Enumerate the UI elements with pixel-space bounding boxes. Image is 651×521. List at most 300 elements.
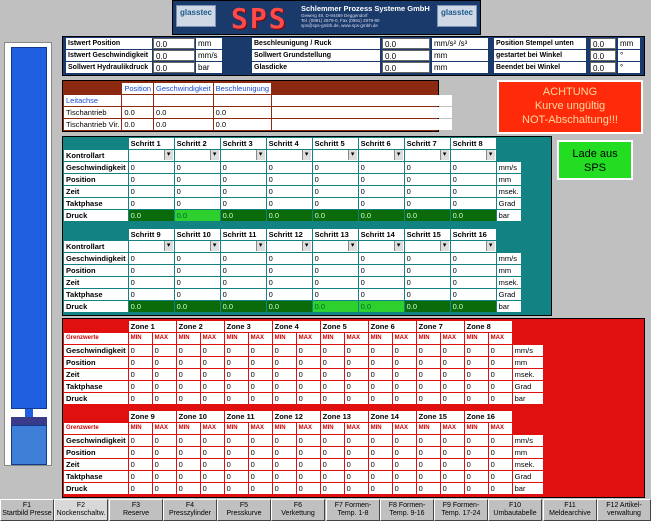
control-type-select[interactable]: [313, 241, 358, 252]
limit-value-input[interactable]: 0: [201, 459, 224, 470]
limit-value-input[interactable]: 0: [129, 357, 152, 368]
limit-value-input[interactable]: 0: [441, 357, 464, 368]
limit-value-input[interactable]: 0: [153, 369, 176, 380]
limit-value-input[interactable]: 0: [441, 435, 464, 446]
info-value[interactable]: 0.0: [153, 50, 195, 61]
step-value-input[interactable]: 0: [129, 174, 174, 185]
limit-value-input[interactable]: 0: [345, 447, 368, 458]
load-from-sps-button[interactable]: [557, 140, 633, 180]
limit-value-input[interactable]: 0: [273, 393, 296, 404]
limit-value-input[interactable]: 0: [489, 393, 512, 404]
limit-value-input[interactable]: 0: [417, 381, 440, 392]
step-value-input[interactable]: 0: [405, 289, 450, 300]
fkey-7-button[interactable]: [326, 499, 380, 521]
step-value-input[interactable]: 0: [359, 253, 404, 264]
limit-value-input[interactable]: 0: [273, 471, 296, 482]
limit-value-input[interactable]: 0: [225, 483, 248, 494]
step-value-input[interactable]: 0: [129, 265, 174, 276]
limit-value-input[interactable]: 0: [273, 447, 296, 458]
unit-label: bar: [497, 210, 521, 221]
limit-value-input[interactable]: 0: [465, 471, 488, 482]
step-value-input[interactable]: 0: [451, 277, 496, 288]
unit-label: msek.: [513, 459, 543, 470]
limit-value-input[interactable]: 0: [249, 483, 272, 494]
limit-value-input[interactable]: 0: [249, 471, 272, 482]
step-value-input[interactable]: 0: [221, 289, 266, 300]
step-value-input[interactable]: 0: [451, 198, 496, 209]
limit-value-input[interactable]: 0: [417, 447, 440, 458]
zone-header: Zone 8: [465, 321, 512, 332]
step-value-input[interactable]: 0: [221, 198, 266, 209]
limit-value-input[interactable]: 0: [153, 447, 176, 458]
limit-value-input[interactable]: 0: [201, 435, 224, 446]
limit-value-input[interactable]: 0: [129, 345, 152, 356]
step-value-input[interactable]: 0: [451, 265, 496, 276]
control-type-select[interactable]: [175, 241, 220, 252]
step-value-input[interactable]: 0: [267, 162, 312, 173]
step-value-input[interactable]: 0: [451, 174, 496, 185]
limit-value-input[interactable]: 0: [201, 345, 224, 356]
limit-value-input[interactable]: 0: [225, 435, 248, 446]
zones-corner: [64, 321, 128, 332]
limit-value-input[interactable]: 0: [129, 381, 152, 392]
limit-value-input[interactable]: 0: [345, 369, 368, 380]
limit-value-input[interactable]: 0: [321, 483, 344, 494]
limit-value-input[interactable]: 0: [393, 381, 416, 392]
limit-value-input[interactable]: 0: [321, 447, 344, 458]
limit-value-input[interactable]: 0: [249, 369, 272, 380]
limit-value-input[interactable]: 0: [465, 483, 488, 494]
limit-value-input[interactable]: 0: [249, 435, 272, 446]
limit-value-input[interactable]: 0: [489, 471, 512, 482]
zone-header: Zone 10: [177, 411, 224, 422]
step-value-input[interactable]: 0: [175, 198, 220, 209]
steps-table-2: [63, 228, 522, 313]
limit-value-input[interactable]: 0: [489, 369, 512, 380]
limit-value-input[interactable]: 0: [201, 369, 224, 380]
limit-value-input[interactable]: 0: [417, 393, 440, 404]
limit-value-input[interactable]: 0: [297, 381, 320, 392]
limit-value-input[interactable]: 0: [345, 459, 368, 470]
limit-value-input[interactable]: 0: [177, 435, 200, 446]
limit-value-input[interactable]: 0: [345, 393, 368, 404]
fkey-1-button[interactable]: [0, 499, 54, 521]
pressure-input[interactable]: 0.0: [221, 210, 266, 221]
pressure-input[interactable]: 0.0: [129, 210, 174, 221]
limit-value-input[interactable]: 0: [177, 447, 200, 458]
fkey-key: F9 Formen-: [442, 502, 480, 509]
limit-value-input[interactable]: 0: [249, 345, 272, 356]
limit-value-input[interactable]: 0: [273, 459, 296, 470]
pressure-input[interactable]: 0.0: [175, 210, 220, 221]
limit-value-input[interactable]: 0: [201, 483, 224, 494]
zone-header: Zone 12: [273, 411, 320, 422]
step-value-input[interactable]: 0: [267, 198, 312, 209]
limit-value-input[interactable]: 0: [465, 345, 488, 356]
info-value[interactable]: 0.0: [382, 62, 430, 73]
limit-value-input[interactable]: 0: [369, 483, 392, 494]
limit-value-input[interactable]: 0: [393, 435, 416, 446]
step-value-input[interactable]: 0: [175, 265, 220, 276]
limit-value-input[interactable]: 0: [297, 483, 320, 494]
limit-value-input[interactable]: 0: [417, 471, 440, 482]
limit-value-input[interactable]: 0: [369, 369, 392, 380]
pressure-input[interactable]: 0.0: [405, 301, 450, 312]
step-row-label: Position: [64, 265, 128, 276]
limit-value-input[interactable]: 0: [345, 471, 368, 482]
limit-value-input[interactable]: 0: [369, 381, 392, 392]
step-value-input[interactable]: 0: [359, 289, 404, 300]
limit-value-input[interactable]: 0: [489, 459, 512, 470]
limit-value-input[interactable]: 0: [345, 435, 368, 446]
limit-value-input[interactable]: 0: [369, 393, 392, 404]
limit-value-input[interactable]: 0: [129, 459, 152, 470]
limit-value-input[interactable]: 0: [129, 483, 152, 494]
limit-value-input[interactable]: 0: [273, 345, 296, 356]
info-value[interactable]: 0.0: [590, 50, 616, 61]
limit-value-input[interactable]: 0: [393, 447, 416, 458]
step-value-input[interactable]: 0: [313, 253, 358, 264]
control-type-select[interactable]: [451, 150, 496, 161]
step-header: Schritt 16: [451, 229, 496, 240]
fkey-9-button[interactable]: [434, 499, 488, 521]
control-type-select[interactable]: [221, 150, 266, 161]
control-type-select[interactable]: [405, 241, 450, 252]
control-type-select[interactable]: [359, 150, 404, 161]
limit-value-input[interactable]: 0: [201, 381, 224, 392]
step-value-input[interactable]: 0: [451, 186, 496, 197]
limit-value-input[interactable]: 0: [249, 381, 272, 392]
limit-value-input[interactable]: 0: [345, 483, 368, 494]
step-value-input[interactable]: 0: [267, 265, 312, 276]
info-value[interactable]: 0.0: [590, 38, 616, 49]
step-value-input[interactable]: 0: [405, 174, 450, 185]
pressure-input[interactable]: 0.0: [359, 301, 404, 312]
limit-value-input[interactable]: 0: [201, 447, 224, 458]
control-type-select[interactable]: [267, 241, 312, 252]
limit-value-input[interactable]: 0: [441, 459, 464, 470]
step-value-input[interactable]: 0: [405, 186, 450, 197]
step-value-input[interactable]: 0: [129, 198, 174, 209]
step-header: Schritt 1: [129, 138, 174, 149]
info-value[interactable]: 0.0: [382, 38, 430, 49]
limit-value-input[interactable]: 0: [249, 459, 272, 470]
limit-value-input[interactable]: 0: [321, 381, 344, 392]
limit-value-input[interactable]: 0: [393, 471, 416, 482]
fkey-6-button[interactable]: [271, 499, 325, 521]
pressure-input[interactable]: 0.0: [175, 301, 220, 312]
limit-value-input[interactable]: 0: [393, 345, 416, 356]
info-label: gestartet bei Winkel: [494, 50, 586, 61]
limit-value-input[interactable]: 0: [273, 435, 296, 446]
limit-value-input[interactable]: 0: [321, 435, 344, 446]
limit-value-input[interactable]: 0: [417, 435, 440, 446]
info-value[interactable]: 0.0: [590, 62, 616, 73]
limit-value-input[interactable]: 0: [129, 447, 152, 458]
pressure-input[interactable]: 0.0: [313, 301, 358, 312]
step-value-input[interactable]: 0: [175, 162, 220, 173]
limit-value-input[interactable]: 0: [153, 483, 176, 494]
step-value-input[interactable]: 0: [405, 198, 450, 209]
step-value-input[interactable]: 0: [221, 265, 266, 276]
step-value-input[interactable]: 0: [359, 198, 404, 209]
limit-value-input[interactable]: 0: [225, 459, 248, 470]
limit-value-input[interactable]: 0: [225, 447, 248, 458]
step-value-input[interactable]: 0: [405, 265, 450, 276]
limit-value-input[interactable]: 0: [321, 471, 344, 482]
pressure-input[interactable]: 0.0: [267, 210, 312, 221]
limit-value-input[interactable]: 0: [177, 381, 200, 392]
fkey-key: F4: [185, 502, 195, 509]
limit-value-input[interactable]: 0: [321, 459, 344, 470]
limit-value-input[interactable]: 0: [297, 447, 320, 458]
limit-value-input[interactable]: 0: [129, 471, 152, 482]
limit-value-input[interactable]: 0: [177, 459, 200, 470]
pressure-input[interactable]: 0.0: [313, 210, 358, 221]
control-type-select[interactable]: [405, 150, 450, 161]
limit-value-input[interactable]: 0: [489, 447, 512, 458]
limit-value-input[interactable]: 0: [201, 471, 224, 482]
step-value-input[interactable]: 0: [359, 265, 404, 276]
limit-value-input[interactable]: 0: [441, 369, 464, 380]
limit-value-input[interactable]: 0: [201, 393, 224, 404]
fkey-3-button[interactable]: [109, 499, 163, 521]
limit-value-input[interactable]: 0: [489, 357, 512, 368]
control-type-select[interactable]: [129, 150, 174, 161]
limit-value-input[interactable]: 0: [225, 471, 248, 482]
step-value-input[interactable]: 0: [221, 162, 266, 173]
limit-value-input[interactable]: 0: [441, 471, 464, 482]
limit-value-input[interactable]: 0: [345, 381, 368, 392]
limit-value-input[interactable]: 0: [153, 459, 176, 470]
limit-value-input[interactable]: 0: [393, 369, 416, 380]
step-value-input[interactable]: 0: [451, 289, 496, 300]
limit-value-input[interactable]: 0: [417, 357, 440, 368]
step-header: Schritt 15: [405, 229, 450, 240]
limit-value-input[interactable]: 0: [417, 369, 440, 380]
fkey-label: Umbautabelle: [493, 510, 537, 517]
limit-value-input[interactable]: 0: [441, 447, 464, 458]
pressure-input[interactable]: 0.0: [451, 301, 496, 312]
limit-value-input[interactable]: 0: [297, 459, 320, 470]
step-value-input[interactable]: 0: [451, 253, 496, 264]
pressure-input[interactable]: 0.0: [129, 301, 174, 312]
info-value[interactable]: 0.0: [382, 50, 430, 61]
pressure-input[interactable]: 0.0: [405, 210, 450, 221]
limit-value-input[interactable]: 0: [393, 357, 416, 368]
limit-value-input[interactable]: 0: [249, 357, 272, 368]
limit-value-input[interactable]: 0: [417, 459, 440, 470]
limit-value-input[interactable]: 0: [153, 471, 176, 482]
limit-value-input[interactable]: 0: [153, 393, 176, 404]
limit-value-input[interactable]: 0: [369, 357, 392, 368]
limit-value-input[interactable]: 0: [153, 357, 176, 368]
limit-value-input[interactable]: 0: [417, 345, 440, 356]
fkey-2-button[interactable]: [54, 499, 108, 521]
info-value[interactable]: 0.0: [153, 62, 195, 73]
limit-value-input[interactable]: 0: [321, 357, 344, 368]
step-value-input[interactable]: 0: [267, 289, 312, 300]
limit-value-input[interactable]: 0: [321, 369, 344, 380]
limit-value-input[interactable]: 0: [441, 393, 464, 404]
step-value-input[interactable]: 0: [313, 289, 358, 300]
step-value-input[interactable]: 0: [313, 277, 358, 288]
limit-value-input[interactable]: 0: [345, 345, 368, 356]
limit-value-input[interactable]: 0: [177, 393, 200, 404]
limit-value-input[interactable]: 0: [273, 381, 296, 392]
max-label: MAX: [153, 423, 176, 434]
step-value-input[interactable]: 0: [405, 253, 450, 264]
fkey-4-button[interactable]: [163, 499, 217, 521]
limit-value-input[interactable]: 0: [273, 483, 296, 494]
step-value-input[interactable]: 0: [221, 277, 266, 288]
limit-value-input[interactable]: 0: [249, 447, 272, 458]
limit-value-input[interactable]: 0: [297, 393, 320, 404]
control-type-select[interactable]: [313, 150, 358, 161]
control-type-select[interactable]: [359, 241, 404, 252]
limit-value-input[interactable]: 0: [153, 435, 176, 446]
step-value-input[interactable]: 0: [359, 174, 404, 185]
step-value-input[interactable]: 0: [267, 174, 312, 185]
pressure-input[interactable]: 0.0: [359, 210, 404, 221]
step-value-input[interactable]: 0: [313, 174, 358, 185]
limit-value-input[interactable]: 0: [177, 369, 200, 380]
limit-value-input[interactable]: 0: [441, 345, 464, 356]
limit-value-input[interactable]: 0: [489, 345, 512, 356]
limit-value-input[interactable]: 0: [489, 483, 512, 494]
step-value-input[interactable]: 0: [267, 186, 312, 197]
fkey-10-button[interactable]: [488, 499, 542, 521]
limit-value-input[interactable]: 0: [297, 435, 320, 446]
limit-value-input[interactable]: 0: [297, 345, 320, 356]
step-value-input[interactable]: 0: [129, 253, 174, 264]
step-value-input[interactable]: 0: [129, 277, 174, 288]
limit-value-input[interactable]: 0: [177, 345, 200, 356]
step-value-input[interactable]: 0: [129, 186, 174, 197]
step-value-input[interactable]: 0: [313, 162, 358, 173]
limit-value-input[interactable]: 0: [465, 357, 488, 368]
limit-value-input[interactable]: 0: [393, 483, 416, 494]
limit-value-input[interactable]: 0: [177, 483, 200, 494]
step-value-input[interactable]: 0: [267, 277, 312, 288]
step-value-input[interactable]: 0: [451, 162, 496, 173]
limit-value-input[interactable]: 0: [489, 381, 512, 392]
step-value-input[interactable]: 0: [359, 186, 404, 197]
limit-value-input[interactable]: 0: [201, 357, 224, 368]
control-type-select[interactable]: [129, 241, 174, 252]
pressure-input[interactable]: 0.0: [221, 301, 266, 312]
step-value-input[interactable]: 0: [175, 253, 220, 264]
fkey-5-button[interactable]: [217, 499, 271, 521]
logo-text: glasstec: [440, 8, 474, 17]
limit-value-input[interactable]: 0: [129, 435, 152, 446]
limit-value-input[interactable]: 0: [393, 459, 416, 470]
limit-value-input[interactable]: 0: [297, 357, 320, 368]
limit-value-input[interactable]: 0: [369, 459, 392, 470]
limit-value-input[interactable]: 0: [441, 381, 464, 392]
limit-value-input[interactable]: 0: [393, 393, 416, 404]
limit-value-input[interactable]: 0: [273, 357, 296, 368]
step-value-input[interactable]: 0: [175, 289, 220, 300]
limit-value-input[interactable]: 0: [129, 369, 152, 380]
step-value-input[interactable]: 0: [313, 186, 358, 197]
limit-value-input[interactable]: 0: [441, 483, 464, 494]
step-header: Schritt 10: [175, 229, 220, 240]
limit-value-input[interactable]: 0: [345, 357, 368, 368]
fkey-key: F7 Formen-: [334, 502, 372, 509]
limit-value-input[interactable]: 0: [465, 381, 488, 392]
step-value-input[interactable]: 0: [221, 186, 266, 197]
step-value-input[interactable]: 0: [359, 162, 404, 173]
step-value-input[interactable]: 0: [313, 265, 358, 276]
limit-value-input[interactable]: 0: [465, 435, 488, 446]
limit-value-input[interactable]: 0: [177, 357, 200, 368]
control-type-select[interactable]: [221, 241, 266, 252]
limit-value-input[interactable]: 0: [417, 483, 440, 494]
limit-value-input[interactable]: 0: [465, 459, 488, 470]
pressure-input[interactable]: 0.0: [451, 210, 496, 221]
limit-value-input[interactable]: 0: [273, 369, 296, 380]
limit-value-input[interactable]: 0: [489, 435, 512, 446]
limit-value-input[interactable]: 0: [225, 369, 248, 380]
step-value-input[interactable]: 0: [221, 253, 266, 264]
step-value-input[interactable]: 0: [267, 253, 312, 264]
limit-value-input[interactable]: 0: [369, 345, 392, 356]
step-value-input[interactable]: 0: [405, 162, 450, 173]
limit-value-input[interactable]: 0: [321, 393, 344, 404]
control-type-select[interactable]: [267, 150, 312, 161]
limit-value-input[interactable]: 0: [153, 381, 176, 392]
step-value-input[interactable]: 0: [221, 174, 266, 185]
fkey-12-button[interactable]: [597, 499, 651, 521]
step-value-input[interactable]: 0: [129, 289, 174, 300]
zone-header: Zone 5: [321, 321, 368, 332]
limit-value-input[interactable]: 0: [297, 369, 320, 380]
fkey-8-button[interactable]: [380, 499, 434, 521]
step-value-input[interactable]: 0: [175, 277, 220, 288]
info-unit: mm: [432, 62, 488, 73]
limit-value-input[interactable]: 0: [465, 393, 488, 404]
unit-label: mm/s: [497, 253, 521, 264]
limit-value-input[interactable]: 0: [465, 369, 488, 380]
step-value-input[interactable]: 0: [175, 186, 220, 197]
step-value-input[interactable]: 0: [405, 277, 450, 288]
limit-value-input[interactable]: 0: [225, 345, 248, 356]
limit-value-input[interactable]: 0: [297, 471, 320, 482]
limit-value-input[interactable]: 0: [225, 357, 248, 368]
fkey-11-button[interactable]: [543, 499, 597, 521]
limit-value-input[interactable]: 0: [369, 471, 392, 482]
limit-value-input[interactable]: 0: [153, 345, 176, 356]
limit-value-input[interactable]: 0: [225, 381, 248, 392]
limit-value-input[interactable]: 0: [129, 393, 152, 404]
step-value-input[interactable]: 0: [313, 198, 358, 209]
limit-value-input[interactable]: 0: [465, 447, 488, 458]
limit-value-input[interactable]: 0: [225, 393, 248, 404]
limit-value-input[interactable]: 0: [369, 435, 392, 446]
step-value-input[interactable]: 0: [129, 162, 174, 173]
control-type-select[interactable]: [175, 150, 220, 161]
step-value-input[interactable]: 0: [359, 277, 404, 288]
limit-value-input[interactable]: 0: [321, 345, 344, 356]
pressure-input[interactable]: 0.0: [267, 301, 312, 312]
step-value-input[interactable]: 0: [175, 174, 220, 185]
info-value[interactable]: 0.0: [153, 38, 195, 49]
control-type-select[interactable]: [451, 241, 496, 252]
limit-value-input[interactable]: 0: [369, 447, 392, 458]
limit-value-input[interactable]: 0: [249, 393, 272, 404]
limit-value-input[interactable]: 0: [177, 471, 200, 482]
